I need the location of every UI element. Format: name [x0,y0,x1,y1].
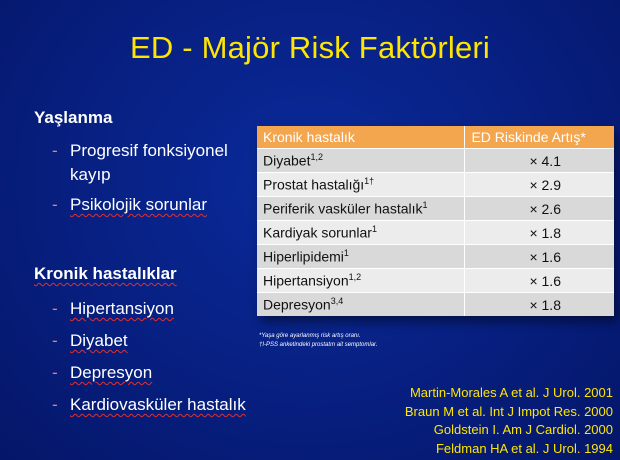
risk-cell: × 4.1 [465,149,614,173]
chronic-item: - Depresyon [52,361,292,385]
column-header-disease: Kronik hastalık [257,126,465,149]
column-header-risk: ED Riskinde Artış* [465,126,614,149]
risk-cell: × 1.6 [465,269,614,293]
table-row [257,269,614,293]
table-row [257,149,614,173]
table-row [257,197,614,221]
chronic-heading: Kronik hastalıklar [34,264,177,283]
bullet-dash: - [52,195,58,214]
reference-item: Feldman HA et al. J Urol. 1994 [435,440,613,456]
table-row [257,173,614,197]
chronic-item: - Diyabet [52,329,292,353]
reference-item: Braun M et al. Int J Impot Res. 2000 [404,403,613,419]
bullet-dash: - [52,331,58,350]
disease-cell: Depresyon$^{3,4}$ [257,293,465,317]
chronic-list [52,297,292,417]
disease-cell: Periferik vasküler hastalık$^1$ [257,197,465,221]
table-header-row [257,126,614,149]
aging-list [52,139,252,217]
disease-cell: Diyabet$^{1,2}$ [257,149,465,173]
risk-cell: × 1.8 [465,293,614,317]
disease-cell: Kardiyak sorunlar$^1$ [257,221,465,245]
footnote-ipss: †I-PSS anketindeki prostatın ait semptomlar. [259,342,378,348]
chronic-item: - Kardiovasküler hastalık [52,393,292,417]
aging-item: - Progresif fonksiyonel kayıp [52,141,228,184]
chronic-item: - Hipertansiyon [52,297,292,321]
table-row [257,293,614,317]
slide-title: ED - Majör Risk Faktörleri [129,30,491,65]
table-row [257,221,614,245]
footnote-age-adjusted: *Yaşa göre ayarlanmış risk artış oranı. [259,333,361,339]
disease-cell: Hipertansiyon$^{1,2}$ [257,269,465,293]
aging-item: - Psikolojik sorunlar [52,193,252,217]
reference-item: Goldstein I. Am J Cardiol. 2000 [433,422,613,437]
table-row [257,245,614,269]
risk-table [257,126,614,316]
risk-cell: × 1.8 [465,221,614,245]
risk-cell: × 1.6 [465,245,614,269]
reference-item: Martin-Morales A et al. J Urol. 2001 [409,385,613,400]
aging-heading: Yaşlanma [34,108,113,127]
disease-cell: Hiperlipidemi$^1$ [257,245,465,269]
bullet-dash: - [52,141,58,160]
bullet-dash: - [52,299,58,318]
bullet-dash: - [52,363,58,382]
bullet-dash: - [52,395,58,414]
disease-cell: Prostat hastalığı$^{1\dagger}$ [257,173,465,197]
risk-cell: × 2.9 [465,173,614,197]
references [405,384,613,458]
risk-cell: × 2.6 [465,197,614,221]
